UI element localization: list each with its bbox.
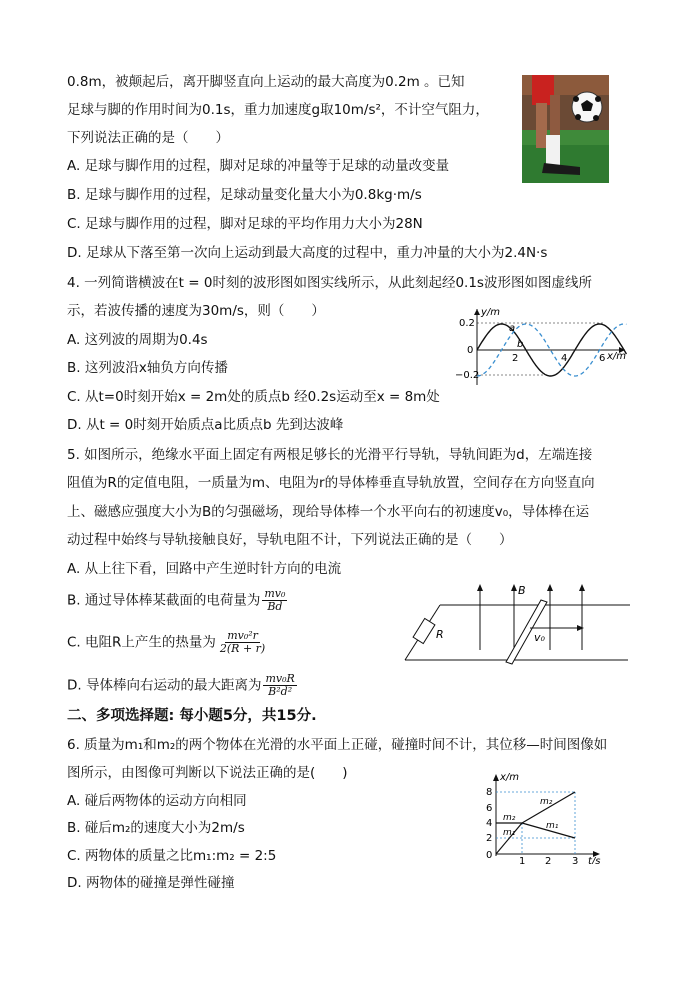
q5-option-d-text: D. 导体棒向右运动的最大距离为 bbox=[67, 677, 262, 694]
q5-stem-2: 阻值为R的定值电阻，一质量为m、电阻为r的导体棒垂直导轨放置，空间存在方向竖直向 bbox=[67, 475, 595, 491]
wave-y-tick-zero: 0 bbox=[467, 345, 474, 356]
wave-point-a: a bbox=[509, 323, 516, 334]
q6-option-d: D. 两物体的碰撞是弹性碰撞 bbox=[67, 875, 235, 891]
q5-option-b-numerator: mv₀ bbox=[264, 587, 286, 600]
xt-label-m2-left: m₂ bbox=[503, 813, 516, 823]
xt-x-label: t/s bbox=[588, 856, 601, 864]
q5-option-c-numerator: mv₀²r bbox=[227, 629, 258, 642]
wave-figure bbox=[455, 305, 635, 387]
xt-label-m2-right: m₂ bbox=[540, 797, 553, 807]
q5-stem-4: 动过程中始终与导轨接触良好，导轨电阻不计，下列说法正确的是（ ） bbox=[67, 532, 513, 548]
q4-option-c: C. 从t=0时刻开始x = 2m处的质点b 经0.2s运动至x = 8m处 bbox=[67, 389, 440, 405]
wave-x-tick-6: 6 bbox=[599, 353, 606, 364]
wave-x-tick-2: 2 bbox=[512, 353, 519, 364]
wave-y-tick-top: 0.2 bbox=[459, 318, 475, 329]
xt-label-m1-left: m₁ bbox=[503, 828, 516, 838]
q6-stem-1: 6. 质量为m₁和m₂的两个物体在光滑的水平面上正碰，碰撞时间不计，其位移—时间图像如 bbox=[67, 737, 608, 753]
wave-x-tick-4: 4 bbox=[561, 353, 568, 364]
xt-x-tick-2: 2 bbox=[545, 856, 552, 864]
q6-option-c: C. 两物体的质量之比m₁:m₂ = 2:5 bbox=[67, 848, 277, 864]
q3-option-d: D. 足球从下落至第一次向上运动到最大高度的过程中，重力冲量的大小为2.4N·s bbox=[67, 245, 548, 261]
wave-y-label: y/m bbox=[481, 307, 501, 318]
q6-stem-2: 图所示，由图像可判断以下说法正确的是( ) bbox=[67, 765, 348, 781]
q3-option-c: C. 足球与脚作用的过程，脚对足球的平均作用力大小为28N bbox=[67, 216, 423, 232]
rail-label-R: R bbox=[436, 628, 444, 641]
xt-label-m1-right: m₁ bbox=[546, 821, 559, 831]
q5-stem-1: 5. 如图所示，绝缘水平面上固定有两根足够长的光滑平行导轨，导轨间距为d，左端连接 bbox=[67, 447, 593, 463]
q4-stem-2: 示，若波传播的速度为30m/s，则（ ） bbox=[67, 303, 325, 319]
q5-option-d-numerator: mv₀R bbox=[265, 672, 295, 685]
q4-option-b: B. 这列波沿x轴负方向传播 bbox=[67, 360, 228, 376]
q5-option-d-denominator: B²d² bbox=[268, 685, 293, 698]
q3-line-3: 下列说法正确的是（ ） bbox=[67, 130, 229, 146]
q5-stem-3: 上、磁感应强度大小为B的匀强磁场，现给导体棒一个水平向右的初速度v₀，导体棒在运 bbox=[67, 504, 590, 520]
q6-option-b: B. 碰后m₂的速度大小为2m/s bbox=[67, 820, 245, 836]
xt-y-tick-0: 0 bbox=[486, 850, 493, 861]
q5-option-b-text: B. 通过导体棒某截面的电荷量为 bbox=[67, 592, 261, 609]
rail-label-v0: v₀ bbox=[534, 631, 545, 644]
q4-option-d: D. 从t = 0时刻开始质点a比质点b 先到达波峰 bbox=[67, 417, 344, 433]
xt-figure bbox=[482, 772, 622, 864]
q5-option-b bbox=[67, 588, 287, 613]
q5-option-d bbox=[67, 673, 297, 698]
rail-figure bbox=[400, 580, 635, 665]
wave-point-b: b bbox=[517, 339, 524, 350]
soccer-photo bbox=[522, 75, 609, 183]
xt-x-tick-3: 3 bbox=[572, 856, 579, 864]
xt-y-tick-8: 8 bbox=[486, 787, 493, 798]
xt-y-label: x/m bbox=[500, 772, 520, 783]
resistor-R bbox=[413, 618, 435, 643]
q3-line-1: 0.8m，被颠起后，离开脚竖直向上运动的最大高度为0.2m 。已知 bbox=[67, 74, 465, 90]
q4-option-a: A. 这列波的周期为0.4s bbox=[67, 332, 208, 348]
q5-option-b-fraction bbox=[262, 588, 287, 613]
xt-y-tick-4: 4 bbox=[486, 818, 493, 829]
q4-stem-1: 4. 一列简谐横波在t = 0时刻的波形图如图实线所示，从此刻起经0.1s波形图如图虚线所 bbox=[67, 275, 592, 291]
xt-y-tick-2: 2 bbox=[486, 833, 493, 844]
xt-y-tick-6: 6 bbox=[486, 803, 493, 814]
q5-option-c-fraction bbox=[218, 630, 267, 655]
q3-option-b: B. 足球与脚作用的过程，足球动量变化量大小为0.8kg·m/s bbox=[67, 187, 422, 203]
q6-option-a: A. 碰后两物体的运动方向相同 bbox=[67, 793, 247, 809]
section-2-title: 二、多项选择题: 每小题5分，共15分. bbox=[67, 708, 317, 724]
q5-option-c-denominator: 2(R + r) bbox=[219, 642, 266, 655]
q5-option-d-fraction bbox=[263, 673, 296, 698]
q5-option-b-denominator: Bd bbox=[267, 600, 283, 613]
wave-x-label: x/m bbox=[607, 351, 627, 362]
q3-line-2: 足球与脚的作用时间为0.1s，重力加速度g取10m/s²，不计空气阻力， bbox=[67, 102, 489, 118]
xt-x-tick-1: 1 bbox=[519, 856, 526, 864]
rail-label-B: B bbox=[518, 584, 526, 597]
q5-option-a: A. 从上往下看，回路中产生逆时针方向的电流 bbox=[67, 561, 342, 577]
wave-y-tick-bottom: −0.2 bbox=[455, 370, 480, 381]
q3-option-a: A. 足球与脚作用的过程，脚对足球的冲量等于足球的动量改变量 bbox=[67, 158, 450, 174]
q5-option-c bbox=[67, 630, 267, 655]
q5-option-c-text: C. 电阻R上产生的热量为 bbox=[67, 634, 216, 651]
